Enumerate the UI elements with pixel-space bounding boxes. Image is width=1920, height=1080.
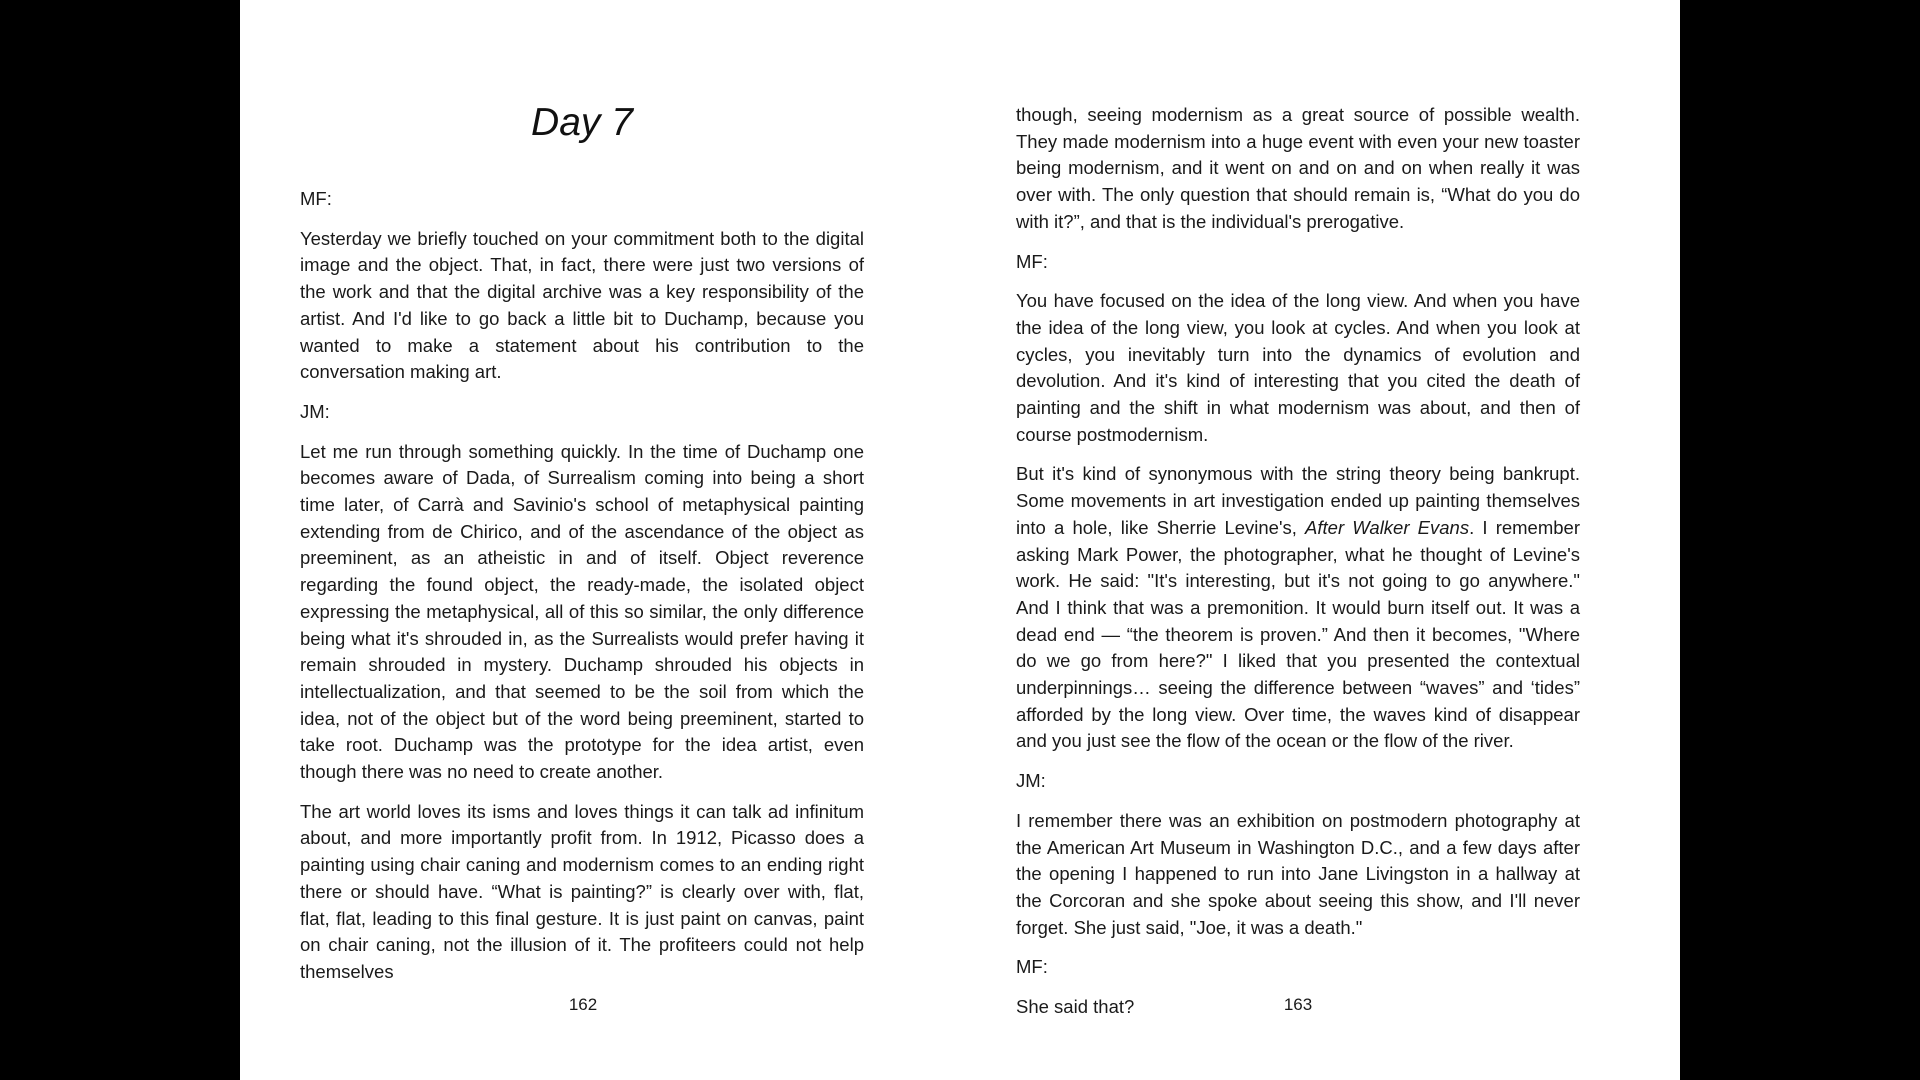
chapter-title: Day 7 xyxy=(531,101,633,144)
speaker-label: JM: xyxy=(1016,770,1046,792)
paragraph: Let me run through something quickly. In the time of Duchamp one becomes aware of Dada, of Surrealism coming into being a short time later, of Carrà and Savinio's school of metaphysical painting extending from de Chirico, and of the ascendance of the object as preeminent, as an atheistic in and of itself. Object reverence regarding the found object, the ready-made, the isolated object expressing the metaphysical, all of this so similar, the only difference being what it's shrouded in, as the Surrealists would prefer having it remain shrouded in mystery. Duchamp shrouded his objects in intellectualization, and that seemed to be the soil from which the idea, not of the object but of the word being preeminent, started to take root. Duchamp was the prototype for the idea artist, even though there was no need to create another. xyxy=(300,440,864,783)
speaker-label: JM: xyxy=(300,400,330,422)
page-number: 163 xyxy=(1283,995,1313,1014)
paragraph: Yesterday we briefly touched on your commitment both to the digital image and the object. That, in fact, there were just two versions of the work and that the digital archive was a key responsibility of the artist. And I'd like to go back a little bit to Duchamp, because you wanted to make a statement about his contribution to the conversation making art. xyxy=(300,227,864,383)
speaker-label: MF: xyxy=(300,188,332,209)
left-page-text xyxy=(300,186,864,999)
paragraph: She said that? xyxy=(1016,996,1135,1018)
book-spread xyxy=(240,0,1680,1080)
page-number: 162 xyxy=(568,995,598,1014)
paragraph-text: But it's kind of synonymous with the string theory being bankrupt. Some movements in art investigation ended up painting themselves into a hole, like Sherrie Levine's, xyxy=(1016,463,1580,538)
left-page xyxy=(240,0,960,1080)
paragraph xyxy=(1016,461,1580,755)
right-page xyxy=(960,0,1680,1080)
right-page-text xyxy=(1016,102,1580,1034)
paragraph: The art world loves its isms and loves things it can talk ad infinitum about, and more importantly profit from. In 1912, Picasso does a painting using chair caning and modernism comes to an ending right there or should have. “What is painting?” is clearly over with, flat, flat, flat, leading to this final gesture. It is just paint on canvas, paint on chair caning, not the illusion of it. The profiteers could not help themselves xyxy=(300,800,864,982)
paragraph: You have focused on the idea of the long view. And when you have the idea of the long view, you look at cycles. And when you look at cycles, you inevitably turn into the dynamics of evolution and devolution. And it's kind of interesting that you cited the death of painting and the shift in what modernism was about, and then of course postmodernism. xyxy=(1016,290,1580,445)
speaker-label: MF: xyxy=(1016,956,1048,978)
artwork-title: After Walker Evans xyxy=(1305,516,1470,538)
paragraph: I remember there was an exhibition on postmodern photography at the American Art Museum in Washington D.C., and a few days after the opening I happened to run into Jane Livingston in a hallway at the Corcoran and she spoke about seeing this show, and I'll never forget. She just said, "Joe, it was a death." xyxy=(1016,809,1580,938)
paragraph-text: . I remember asking Mark Power, the photographer, what he thought of Levine's work. He said: "It's interesting, but it's not going to go anywhere." And I think that was a premonition. It would burn itself out. It was a dead end — “the theorem is proven.” And then it becomes, "Where do we go from here?" I liked that you presented the contextual underpinnings… seeing the difference between “waves” and ‘tides” afforded by the long view. Over time, the waves kind of disappear and you just see the flow of the ocean or the flow of the river. xyxy=(1016,516,1580,752)
paragraph: though, seeing modernism as a great source of possible wealth. They made modernism into a huge event with even your new toaster being modernism, and it went on and on and on when really it was over with. The only question that should remain is, “What do you do with it?”, and that is the individual's prerogative. xyxy=(1016,104,1580,232)
speaker-label: MF: xyxy=(1016,250,1048,272)
